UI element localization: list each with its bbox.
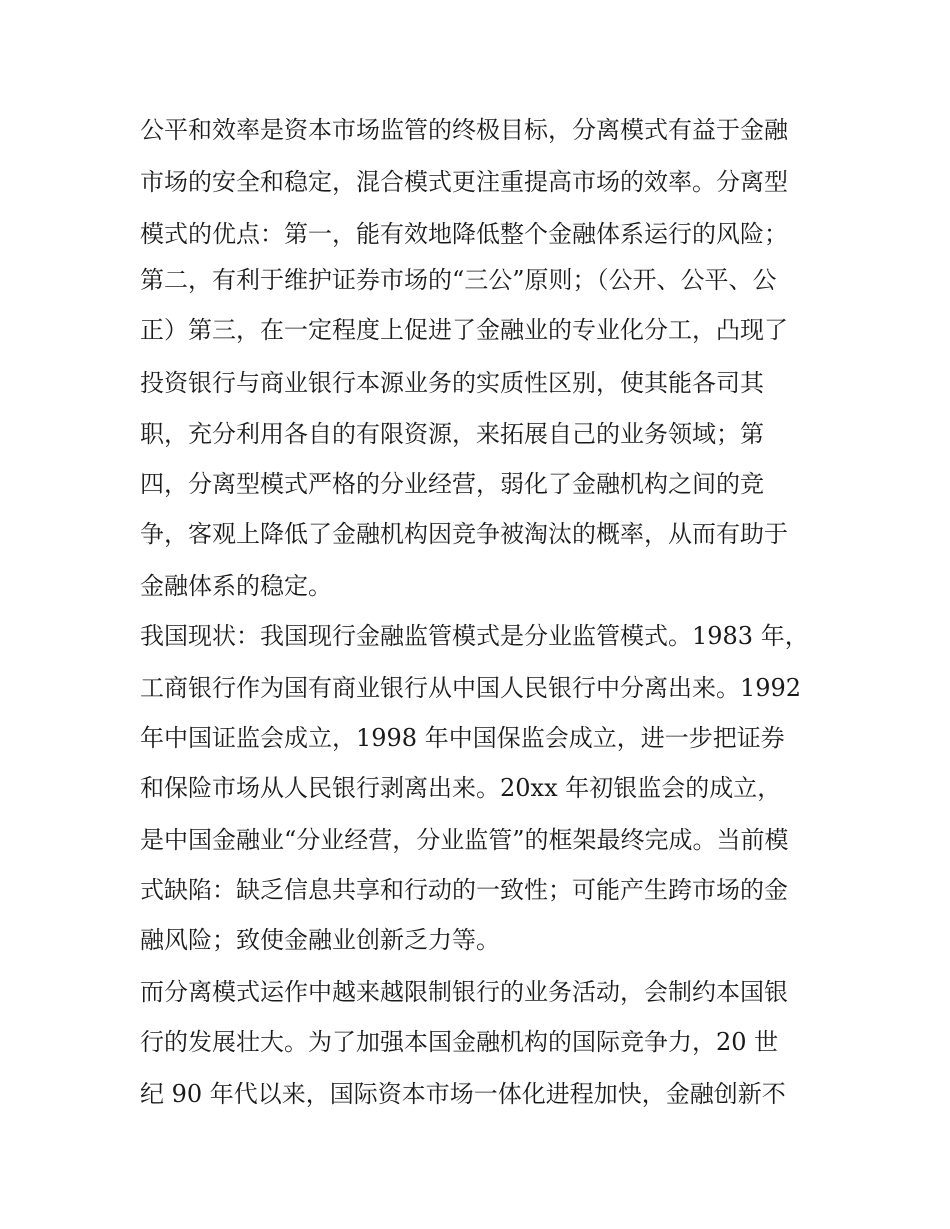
paragraph-3-line-2: 行的发展壮大。为了加强本国金融机构的国际竞争力，20 世 (140, 1028, 779, 1056)
paragraph-1-line-5: 正）第三，在一定程度上促进了金融业的专业化分工，凸现了 (140, 316, 788, 344)
paragraph-2-line-1: 我国现状：我国现行金融监管模式是分业监管模式。1983 年， (140, 622, 809, 650)
paragraph-1-line-1: 公平和效率是资本市场监管的终极目标，分离模式有益于金融 (140, 116, 788, 144)
paragraph-2-line-4: 和保险市场从人民银行剥离出来。20xx 年初银监会的成立， (140, 774, 782, 802)
paragraph-1-line-6: 投资银行与商业银行本源业务的实质性区别，使其能各司其 (140, 369, 764, 397)
paragraph-2-line-2: 工商银行作为国有商业银行从中国人民银行中分离出来。1992 (140, 674, 802, 702)
paragraph-2-line-7: 融风险；致使金融业创新乏力等。 (140, 926, 500, 954)
paragraph-2-line-3: 年中国证监会成立，1998 年中国保监会成立，进一步把证券 (140, 724, 785, 752)
paragraph-3-line-3: 纪 90 年代以来，国际资本市场一体化进程加快，金融创新不 (140, 1080, 786, 1108)
paragraph-1-line-8: 四，分离型模式严格的分业经营，弱化了金融机构之间的竞 (140, 470, 764, 498)
paragraph-1-line-3: 模式的优点：第一，能有效地降低整个金融体系运行的风险； (140, 220, 788, 248)
paragraph-1-line-7: 职，充分利用各自的有限资源，来拓展自己的业务领域；第 (140, 420, 764, 448)
paragraph-2-line-6: 式缺陷：缺乏信息共享和行动的一致性；可能产生跨市场的金 (140, 876, 788, 904)
paragraph-1-line-10: 金融体系的稳定。 (140, 572, 332, 600)
paragraph-3-line-1: 而分离模式运作中越来越限制银行的业务活动，会制约本国银 (140, 978, 788, 1006)
paragraph-1-line-2: 市场的安全和稳定，混合模式更注重提高市场的效率。分离型 (140, 168, 788, 196)
paragraph-1-line-9: 争，客观上降低了金融机构因竞争被淘汰的概率，从而有助于 (140, 520, 788, 548)
paragraph-1-line-4: 第二，有利于维护证券市场的“三公”原则；（公开、公平、公 (140, 266, 777, 294)
paragraph-2-line-5: 是中国金融业“分业经营，分业监管”的框架最终完成。当前模 (140, 826, 789, 854)
